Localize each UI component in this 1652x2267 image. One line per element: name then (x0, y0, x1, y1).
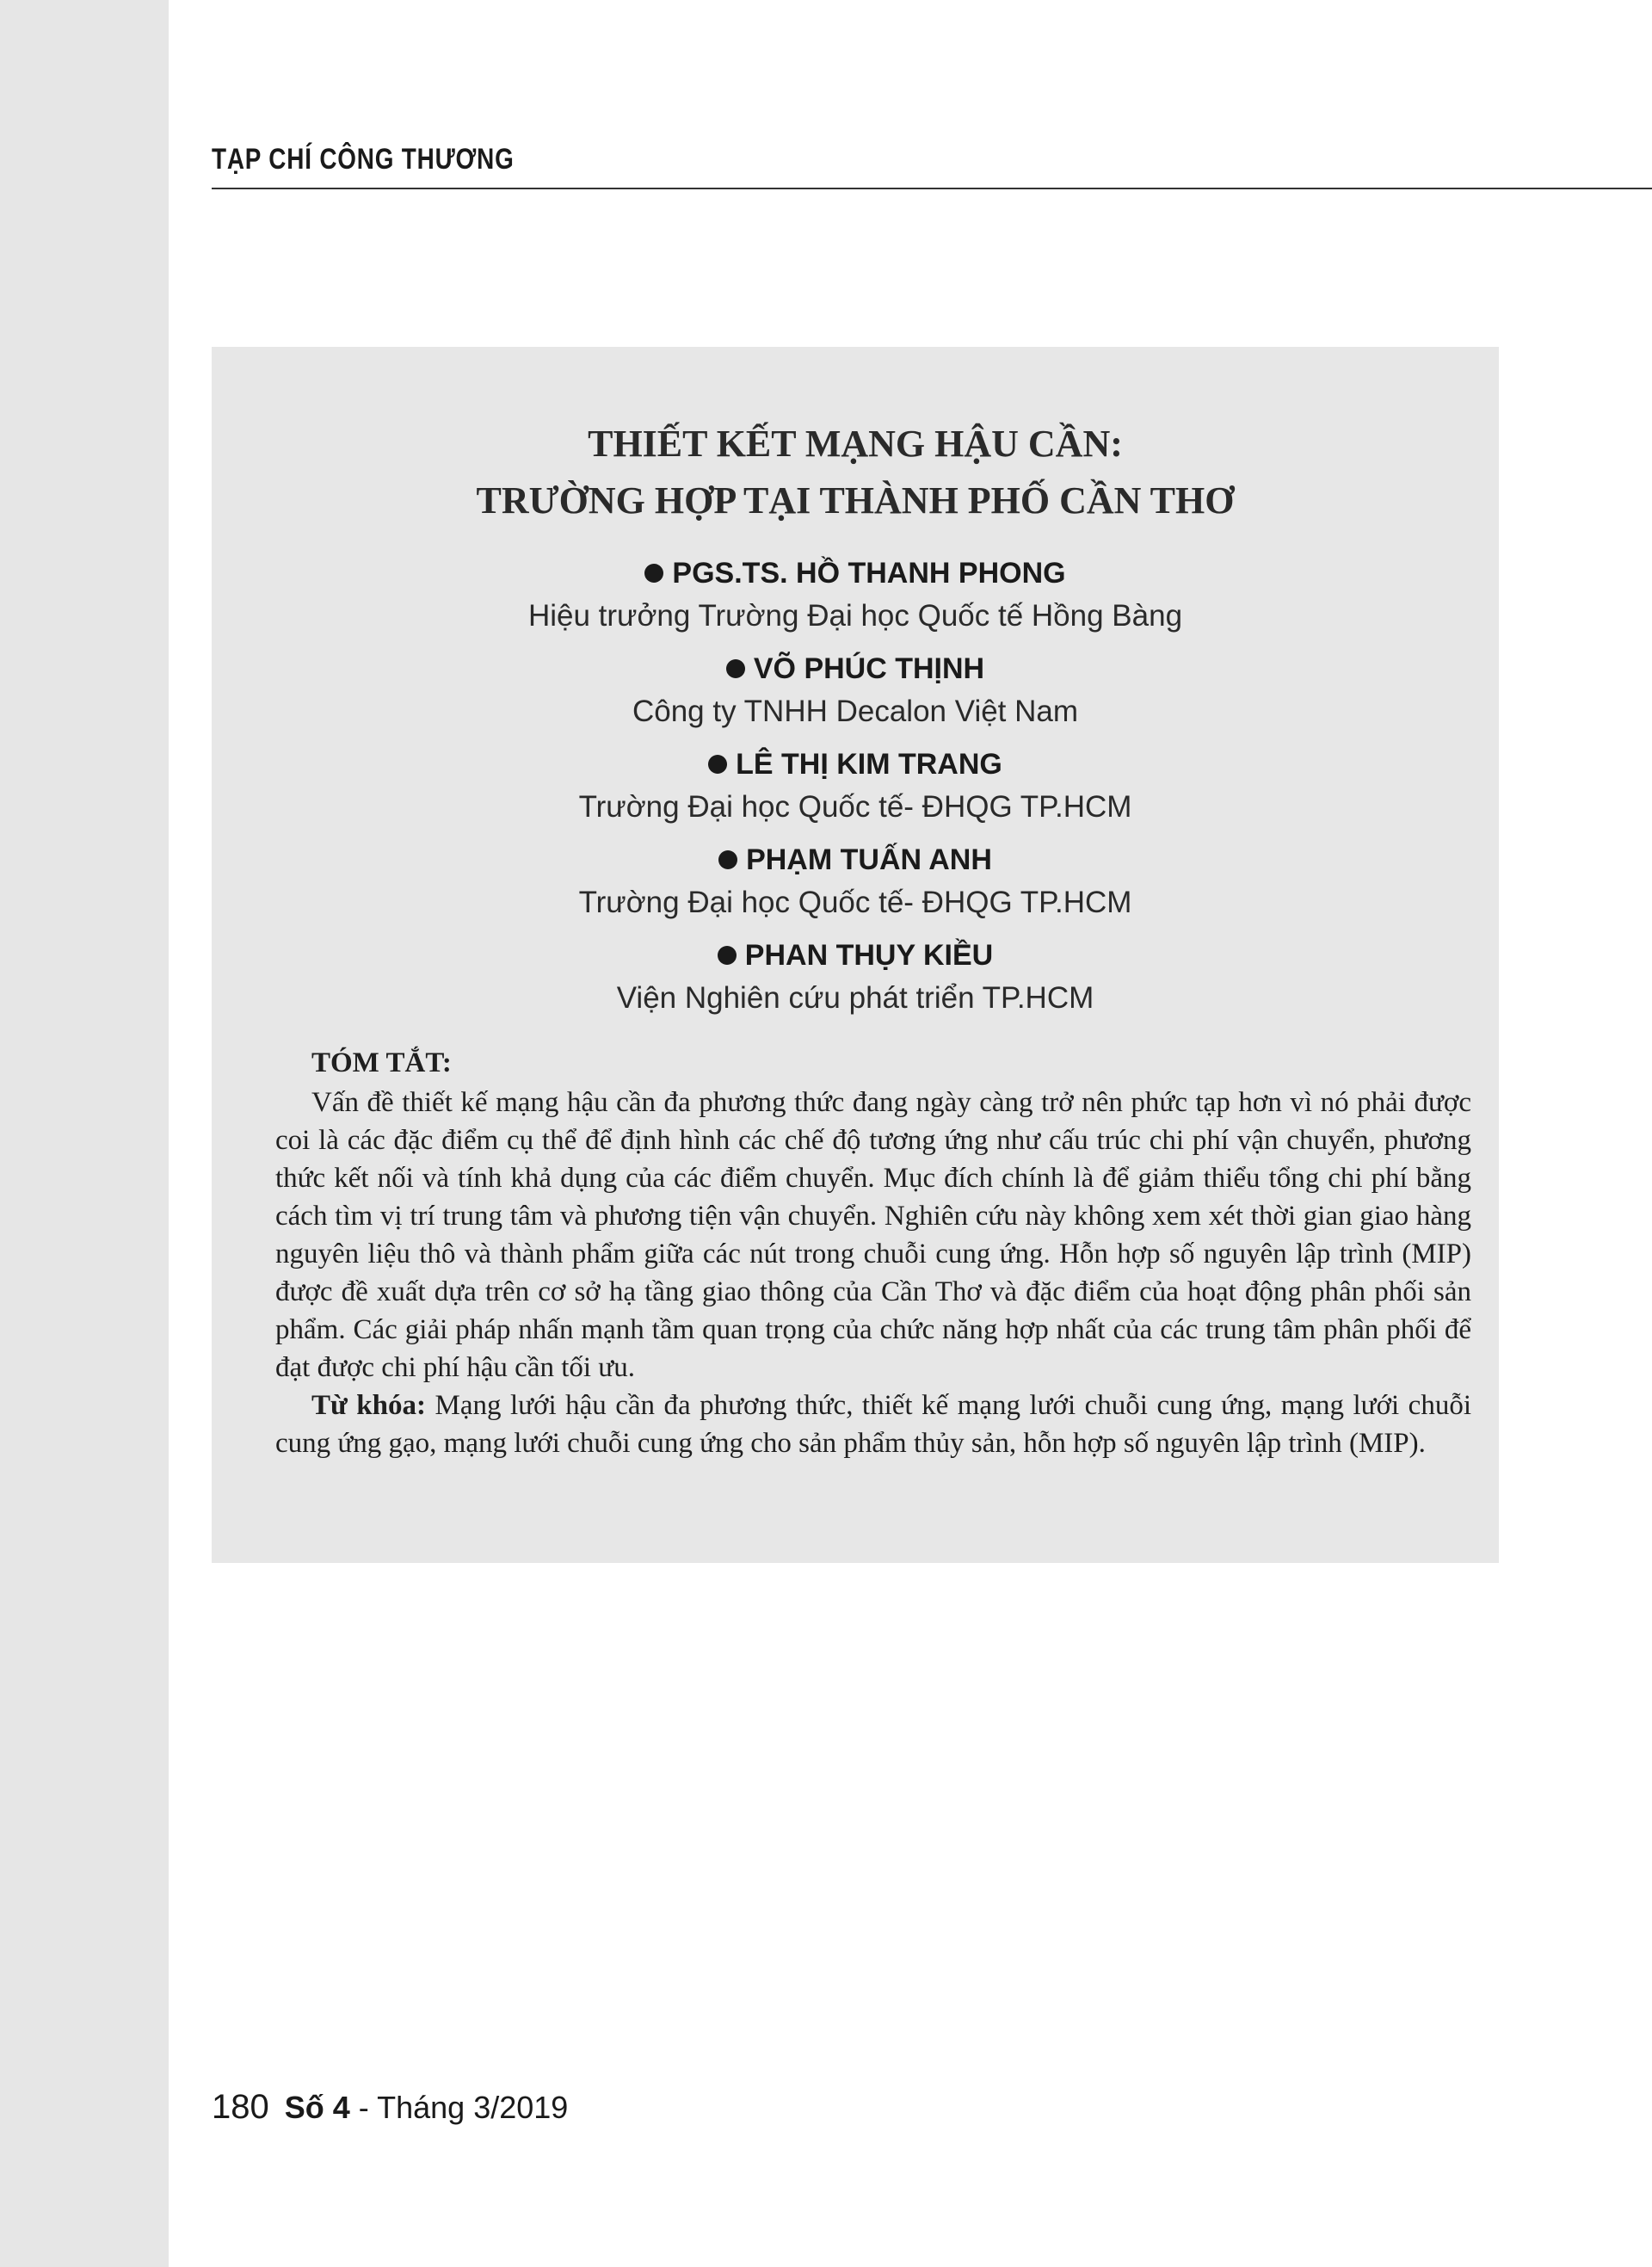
bullet-icon (718, 946, 737, 965)
author-item (212, 934, 1499, 1020)
bullet-icon (644, 564, 663, 583)
author-name: PHẠM TUẤN ANH (746, 843, 992, 876)
header-rule (212, 188, 1652, 189)
author-name: PGS.TS. HỒ THANH PHONG (672, 557, 1066, 590)
issue-label: Số 4 (284, 2090, 350, 2125)
abstract (275, 1044, 1471, 1462)
abstract-box (212, 347, 1499, 1563)
journal-header: TẠP CHÍ CÔNG THƯƠNG (212, 143, 515, 176)
article-title-line-2: TRƯỜNG HỢP TẠI THÀNH PHỐ CẦN THƠ (476, 479, 1235, 522)
author-name: PHAN THỤY KIỀU (744, 939, 994, 972)
bullet-icon (708, 755, 727, 774)
keywords-label: Từ khóa: (311, 1390, 426, 1421)
author-item (212, 743, 1499, 829)
article-title (212, 416, 1499, 529)
page-margin-strip (0, 0, 169, 2267)
author-list (212, 552, 1499, 1029)
author-affiliation: Viện Nghiên cứu phát triển TP.HCM (616, 981, 1094, 1015)
abstract-text: Vấn đề thiết kế mạng hậu cần đa phương thức đang ngày càng trở nên phức tạp hơn vì nó phải được coi là các đặc điểm cụ thể để định hình các chế độ tương ứng như cấu trúc chi phí vận chuyển, phương thức kết nối và tính khả dụng của các điểm chuyển. Mục đích chính là để giảm thiểu tổng chi phí bằng cách tìm vị trí trung tâm và phương tiện vận chuyển. Nghiên cứu này không xem xét thời gian giao hàng nguyên liệu thô và thành phẩm giữa các nút trong chuỗi cung ứng. Hỗn hợp số nguyên lập trình (MIP) được đề xuất dựa trên cơ sở hạ tầng giao thông của Cần Thơ và đặc điểm của hoạt động phân phối sản phẩm. Các giải pháp nhấn mạnh tầm quan trọng của chức năng hợp nhất của các trung tâm phân phối để đạt được chi phí hậu cần tối ưu. (275, 1087, 1471, 1383)
author-name: VÕ PHÚC THỊNH (753, 652, 985, 685)
bullet-icon (718, 850, 737, 869)
page-number: 180 (212, 2088, 269, 2126)
article-title-line-1: THIẾT KẾT MẠNG HẬU CẦN: (588, 423, 1123, 465)
author-affiliation: Trường Đại học Quốc tế- ĐHQG TP.HCM (578, 886, 1132, 919)
abstract-heading: TÓM TẮT: (311, 1047, 452, 1078)
bullet-icon (726, 659, 745, 678)
keywords (275, 1387, 1471, 1462)
issue-date: - Tháng 3/2019 (358, 2090, 569, 2125)
author-name: LÊ THỊ KIM TRANG (736, 748, 1002, 781)
author-affiliation: Công ty TNHH Decalon Việt Nam (632, 695, 1079, 728)
keywords-text: Mạng lưới hậu cần đa phương thức, thiết kế mạng lưới chuỗi cung ứng, mạng lưới chuỗi cung ứng gạo, mạng lưới chuỗi cung ứng cho sản phẩm thủy sản, hỗn hợp số nguyên lập trình (MIP). (275, 1390, 1471, 1459)
author-item (212, 838, 1499, 924)
author-item (212, 552, 1499, 638)
author-affiliation: Hiệu trưởng Trường Đại học Quốc tế Hồng Bàng (527, 599, 1183, 633)
page-footer (212, 2088, 568, 2127)
author-affiliation: Trường Đại học Quốc tế- ĐHQG TP.HCM (578, 790, 1132, 824)
author-item (212, 647, 1499, 733)
